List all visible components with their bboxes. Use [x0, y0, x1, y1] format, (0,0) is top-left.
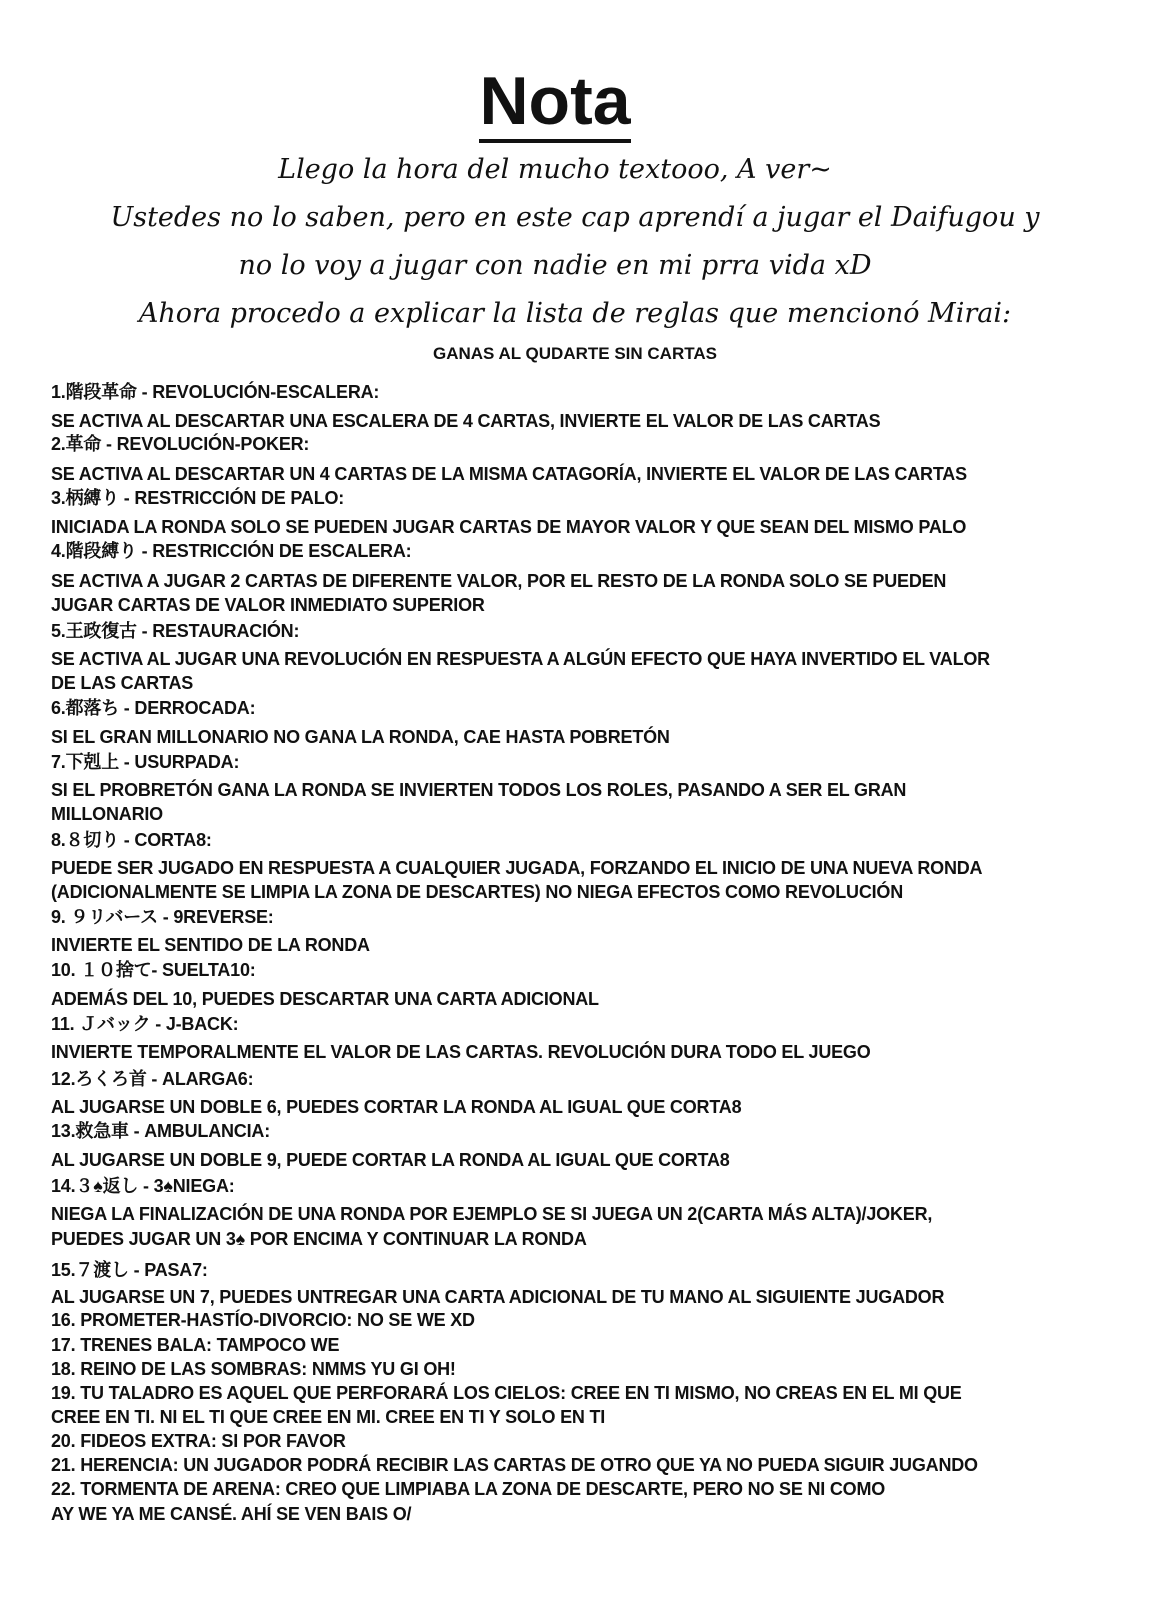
- intro-line: no lo voy a jugar con nadie en mi prra vida xD: [238, 250, 872, 281]
- intro-line: Llego la hora del mucho textooo, A ver~: [278, 154, 832, 185]
- rule-line: 6.都落ち - DERROCADA:: [51, 698, 256, 718]
- rule-line: AL JUGARSE UN DOBLE 6, PUEDES CORTAR LA RONDA AL IGUAL QUE CORTA8: [51, 1097, 742, 1117]
- rule-line: AY WE YA ME CANSÉ. AHÍ SE VEN BAIS O/: [51, 1504, 412, 1524]
- rule-line: PUEDES JUGAR UN 3♠ POR ENCIMA Y CONTINUAR LA RONDA: [51, 1229, 587, 1249]
- rule-line: MILLONARIO: [51, 804, 163, 824]
- rule-line: 16. PROMETER-HASTÍO-DIVORCIO: NO SE WE XD: [51, 1310, 475, 1330]
- rule-line: 14.３♠返し - 3♠NIEGA:: [51, 1176, 235, 1196]
- rule-line: INVIERTE EL SENTIDO DE LA RONDA: [51, 935, 370, 955]
- rule-line: 22. TORMENTA DE ARENA: CREO QUE LIMPIABA LA ZONA DE DESCARTE, PERO NO SE NI COMO: [51, 1479, 886, 1499]
- rule-line: NIEGA LA FINALIZACIÓN DE UNA RONDA POR EJEMPLO SE SI JUEGA UN 2(CARTA MÁS ALTA)/JOKER,: [51, 1204, 933, 1224]
- title-text: Nota: [479, 63, 630, 143]
- rule-line: 20. FIDEOS EXTRA: SI POR FAVOR: [51, 1431, 346, 1451]
- rule-line: INVIERTE TEMPORALMENTE EL VALOR DE LAS CARTAS. REVOLUCIÓN DURA TODO EL JUEGO: [51, 1042, 871, 1062]
- rule-line: PUEDE SER JUGADO EN RESPUESTA A CUALQUIER JUGADA, FORZANDO EL INICIO DE UNA NUEVA RONDA: [51, 858, 983, 878]
- rule-line: 5.王政復古 - RESTAURACIÓN:: [51, 621, 300, 641]
- rule-line: 10. １０捨て- SUELTA10:: [51, 960, 256, 980]
- rule-line: 3.柄縛り - RESTRICCIÓN DE PALO:: [51, 488, 345, 508]
- rule-line: 17. TRENES BALA: TAMPOCO WE: [51, 1335, 340, 1355]
- rule-line: INICIADA LA RONDA SOLO SE PUEDEN JUGAR CARTAS DE MAYOR VALOR Y QUE SEAN DEL MISMO PALO: [51, 517, 967, 537]
- subtitle: GANAS AL QUDARTE SIN CARTAS: [433, 344, 717, 363]
- rule-line: JUGAR CARTAS DE VALOR INMEDIATO SUPERIOR: [51, 595, 485, 615]
- rule-line: (ADICIONALMENTE SE LIMPIA LA ZONA DE DESCARTES) NO NIEGA EFECTOS COMO REVOLUCIÓN: [51, 882, 904, 902]
- rule-line: SE ACTIVA A JUGAR 2 CARTAS DE DIFERENTE VALOR, POR EL RESTO DE LA RONDA SOLO SE PUEDEN: [51, 571, 947, 591]
- rule-line: 18. REINO DE LAS SOMBRAS: NMMS YU GI OH!: [51, 1359, 456, 1379]
- rule-line: 8.８切り - CORTA8:: [51, 830, 212, 850]
- rule-line: SI EL GRAN MILLONARIO NO GANA LA RONDA, CAE HASTA POBRETÓN: [51, 727, 670, 747]
- rule-line: 12.ろくろ首 - ALARGA6:: [51, 1069, 254, 1089]
- rule-line: 15.７渡し - PASA7:: [51, 1260, 208, 1280]
- rule-line: 9. ９リバース - 9REVERSE:: [51, 907, 274, 927]
- rule-line: 1.階段革命 - REVOLUCIÓN-ESCALERA:: [51, 382, 380, 402]
- rule-line: CREE EN TI. NI EL TI QUE CREE EN MI. CREE EN TI Y SOLO EN TI: [51, 1407, 606, 1427]
- rule-line: 2.革命 - REVOLUCIÓN-POKER:: [51, 434, 310, 454]
- rule-line: AL JUGARSE UN DOBLE 9, PUEDE CORTAR LA RONDA AL IGUAL QUE CORTA8: [51, 1150, 730, 1170]
- rule-line: SE ACTIVA AL DESCARTAR UNA ESCALERA DE 4 CARTAS, INVIERTE EL VALOR DE LAS CARTAS: [51, 411, 881, 431]
- rule-line: 21. HERENCIA: UN JUGADOR PODRÁ RECIBIR LAS CARTAS DE OTRO QUE YA NO PUEDA SIGUIR JUGANDO: [51, 1455, 978, 1475]
- rule-line: AL JUGARSE UN 7, PUEDES UNTREGAR UNA CARTA ADICIONAL DE TU MANO AL SIGUIENTE JUGADOR: [51, 1287, 945, 1307]
- rule-line: SI EL PROBRETÓN GANA LA RONDA SE INVIERTEN TODOS LOS ROLES, PASANDO A SER EL GRAN: [51, 780, 907, 800]
- rule-line: 13.救急車 - AMBULANCIA:: [51, 1121, 270, 1141]
- rule-line: DE LAS CARTAS: [51, 673, 194, 693]
- rule-line: 11. Ｊバック - J-BACK:: [51, 1014, 239, 1034]
- rule-line: SE ACTIVA AL DESCARTAR UN 4 CARTAS DE LA MISMA CATAGORÍA, INVIERTE EL VALOR DE LAS CARTAS: [51, 464, 967, 484]
- rule-line: 4.階段縛り - RESTRICCIÓN DE ESCALERA:: [51, 541, 412, 561]
- page-title: [0, 62, 1110, 140]
- rule-line: SE ACTIVA AL JUGAR UNA REVOLUCIÓN EN RESPUESTA A ALGÚN EFECTO QUE HAYA INVERTIDO EL VALOR: [51, 649, 990, 669]
- rule-line: ADEMÁS DEL 10, PUEDES DESCARTAR UNA CARTA ADICIONAL: [51, 989, 599, 1009]
- rule-line: 7.下剋上 - USURPADA:: [51, 752, 240, 772]
- intro-line: Ustedes no lo saben, pero en este cap aprendí a jugar el Daifugou y: [110, 202, 1040, 233]
- intro-line: Ahora procedo a explicar la lista de reglas que mencionó Mirai:: [138, 298, 1012, 329]
- rule-line: 19. TU TALADRO ES AQUEL QUE PERFORARÁ LOS CIELOS: CREE EN TI MISMO, NO CREAS EN EL MI QUE: [51, 1383, 962, 1403]
